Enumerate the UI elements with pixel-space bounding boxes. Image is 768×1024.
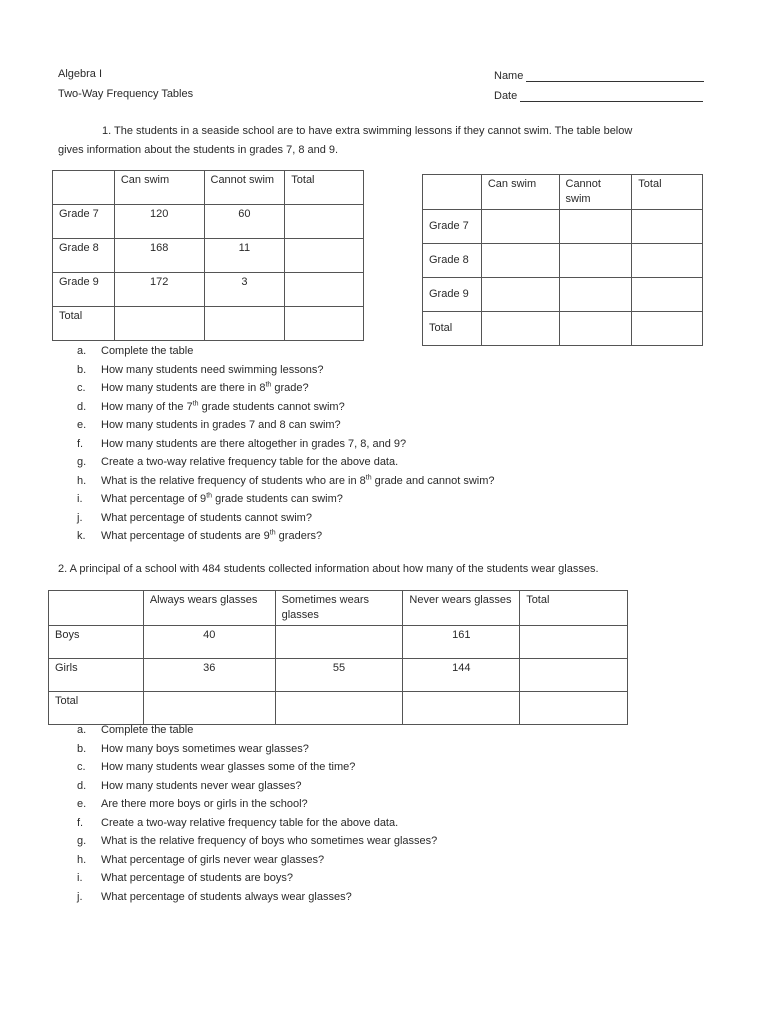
table-cell[interactable] [632,312,703,346]
table-header: Total [632,175,703,210]
table-header: Cannot swim [204,171,285,205]
table-cell: 3 [204,273,285,307]
list-item [77,527,495,546]
question-marker: c. [77,761,86,773]
question-text: How many students are there altogether in grades 7, 8, and 9? [101,437,407,450]
question-text: grade? [271,382,309,394]
question-marker: b. [77,363,87,376]
table-row [423,278,703,312]
question-marker: a. [77,724,87,736]
table-cell[interactable] [559,278,632,312]
table-row [423,210,703,244]
table-cell[interactable] [403,692,520,725]
row-label: Grade 8 [423,244,482,278]
table-cell[interactable] [632,278,703,312]
question-marker: k. [77,530,86,542]
question-text: Complete the table [101,345,194,357]
question-marker: h. [77,853,87,866]
table-row [53,205,364,239]
problem1-intro-line2: gives information about the students in grades 7, 8 and 9. [58,144,339,156]
question-text: What is the relative frequency of boys who sometimes wear glasses? [101,835,438,847]
table-cell[interactable] [559,312,632,346]
question-text: How many students in grades 7 and 8 can swim? [101,419,341,431]
table-row [49,692,628,725]
ordinal-suffix: th [269,529,276,537]
problem2-questions [77,721,437,906]
table-cell: 172 [114,273,204,307]
table-cell[interactable] [632,210,703,244]
question-marker: e. [77,798,87,810]
list-item [77,888,437,907]
problem1-intro [58,122,718,160]
question-marker: c. [77,382,86,394]
table-cell[interactable] [114,307,204,341]
swim-table-header-row [53,171,364,205]
table-cell: 11 [204,239,285,273]
table-cell[interactable] [481,244,559,278]
table-cell[interactable] [559,210,632,244]
question-marker: d. [77,400,87,413]
table-header: Can swim [114,171,204,205]
row-label: Total [49,692,144,725]
date-field[interactable] [494,90,703,102]
question-marker: g. [77,456,87,468]
name-field[interactable] [494,70,704,82]
question-marker: b. [77,742,87,755]
row-label: Boys [49,626,144,659]
list-item [77,453,495,472]
name-line [526,72,704,82]
glasses-table-header-row [49,591,628,626]
table-cell: 55 [275,659,403,692]
table-cell [49,591,144,626]
question-text: How many students never wear glasses? [101,779,302,792]
table-row [49,626,628,659]
list-item [77,472,495,491]
question-text: Complete the table [101,724,194,736]
question-text: Are there more boys or girls in the school? [101,798,308,810]
list-item [77,832,437,851]
table-row [49,659,628,692]
table-cell: 120 [114,205,204,239]
question-text: How many students are there in 8 [101,382,266,394]
table-cell: 60 [204,205,285,239]
table-cell[interactable] [481,312,559,346]
swim-relative-header-row [423,175,703,210]
table-header: Never wears glasses [403,591,520,626]
row-label: Grade 8 [53,239,115,273]
worksheet-topic: Two-Way Frequency Tables [58,88,194,100]
question-marker: f. [77,437,84,450]
table-cell [423,175,482,210]
question-text: How many boys sometimes wear glasses? [101,742,309,755]
question-text: How many of the 7 [101,400,193,413]
question-marker: f. [77,816,84,829]
question-text: grade students can swim? [212,493,343,505]
question-text: What percentage of students cannot swim? [101,511,312,524]
table-header: Total [520,591,628,626]
question-text: What percentage of 9 [101,493,207,505]
table-header: Always wears glasses [143,591,275,626]
row-label: Grade 9 [53,273,115,307]
question-text: What percentage of students are 9 [101,530,270,542]
list-item [77,758,437,777]
table-cell[interactable] [520,692,628,725]
date-label: Date [494,90,518,102]
table-cell[interactable] [275,626,403,659]
table-cell[interactable] [520,659,628,692]
table-cell[interactable] [275,692,403,725]
swim-relative-table [422,174,703,346]
table-cell [53,171,115,205]
table-row [423,312,703,346]
list-item [77,814,437,833]
question-text: How many students need swimming lessons? [101,363,324,376]
table-cell[interactable] [481,278,559,312]
question-marker: d. [77,779,87,792]
question-text: Create a two-way relative frequency table for the above data. [101,456,399,468]
table-cell[interactable] [204,307,285,341]
row-label: Grade 7 [53,205,115,239]
table-cell: 161 [403,626,520,659]
problem1-questions [77,342,495,546]
table-header: Cannot swim [559,175,632,210]
table-cell[interactable] [632,244,703,278]
row-label: Total [53,307,115,341]
table-cell[interactable] [285,205,364,239]
question-marker: i. [77,493,83,505]
question-text: What percentage of girls never wear glasses? [101,853,325,866]
list-item [77,851,437,870]
table-header: Total [285,171,364,205]
question-text: grade students cannot swim? [198,400,345,413]
problem1-intro-line1: 1. The students in a seaside school are to have extra swimming lessons if they cannot swim. The table below [102,125,633,137]
question-text: How many students wear glasses some of the time? [101,761,356,773]
table-cell[interactable] [143,692,275,725]
list-item [77,740,437,759]
ordinal-suffix: th [206,492,213,500]
list-item [77,416,495,435]
question-marker: e. [77,419,87,431]
table-row [53,273,364,307]
course-title: Algebra I [58,68,103,80]
table-header: Sometimes wears glasses [275,591,403,626]
table-cell: 40 [143,626,275,659]
question-marker: i. [77,872,83,884]
list-item [77,379,495,398]
list-item [77,777,437,796]
list-item [77,509,495,528]
list-item [77,490,495,509]
name-label: Name [494,70,524,82]
question-text: grade and cannot swim? [371,474,495,487]
question-marker: a. [77,345,87,357]
row-label: Grade 7 [423,210,482,244]
date-line [520,92,703,102]
question-text: What percentage of students are boys? [101,872,294,884]
table-row [53,307,364,341]
question-text: graders? [275,530,323,542]
table-cell: 168 [114,239,204,273]
list-item [77,398,495,417]
table-cell: 36 [143,659,275,692]
table-cell[interactable] [481,210,559,244]
row-label: Grade 9 [423,278,482,312]
question-marker: g. [77,835,87,847]
list-item [77,361,495,380]
table-cell[interactable] [285,307,364,341]
glasses-table [48,590,628,725]
table-row [53,239,364,273]
table-cell[interactable] [285,273,364,307]
question-text: Create a two-way relative frequency table for the above data. [101,816,399,829]
list-item [77,721,437,740]
table-header: Can swim [481,175,559,210]
question-marker: j. [77,890,83,903]
list-item [77,435,495,454]
question-marker: h. [77,474,87,487]
table-cell[interactable] [285,239,364,273]
question-text: What percentage of students always wear glasses? [101,890,352,903]
row-label: Total [423,312,482,346]
swim-table [52,170,364,341]
list-item [77,795,437,814]
list-item [77,869,437,888]
table-row [423,244,703,278]
ordinal-suffix: th [192,399,199,407]
table-cell: 144 [403,659,520,692]
table-cell[interactable] [520,626,628,659]
ordinal-suffix: th [365,473,372,481]
problem2-intro: 2. A principal of a school with 484 students collected information about how many of the students wear glasses. [58,563,599,575]
table-cell[interactable] [559,244,632,278]
row-label: Girls [49,659,144,692]
list-item [77,342,495,361]
ordinal-suffix: th [265,381,272,389]
question-marker: j. [77,511,83,524]
question-text: What is the relative frequency of students who are in 8 [101,474,366,487]
